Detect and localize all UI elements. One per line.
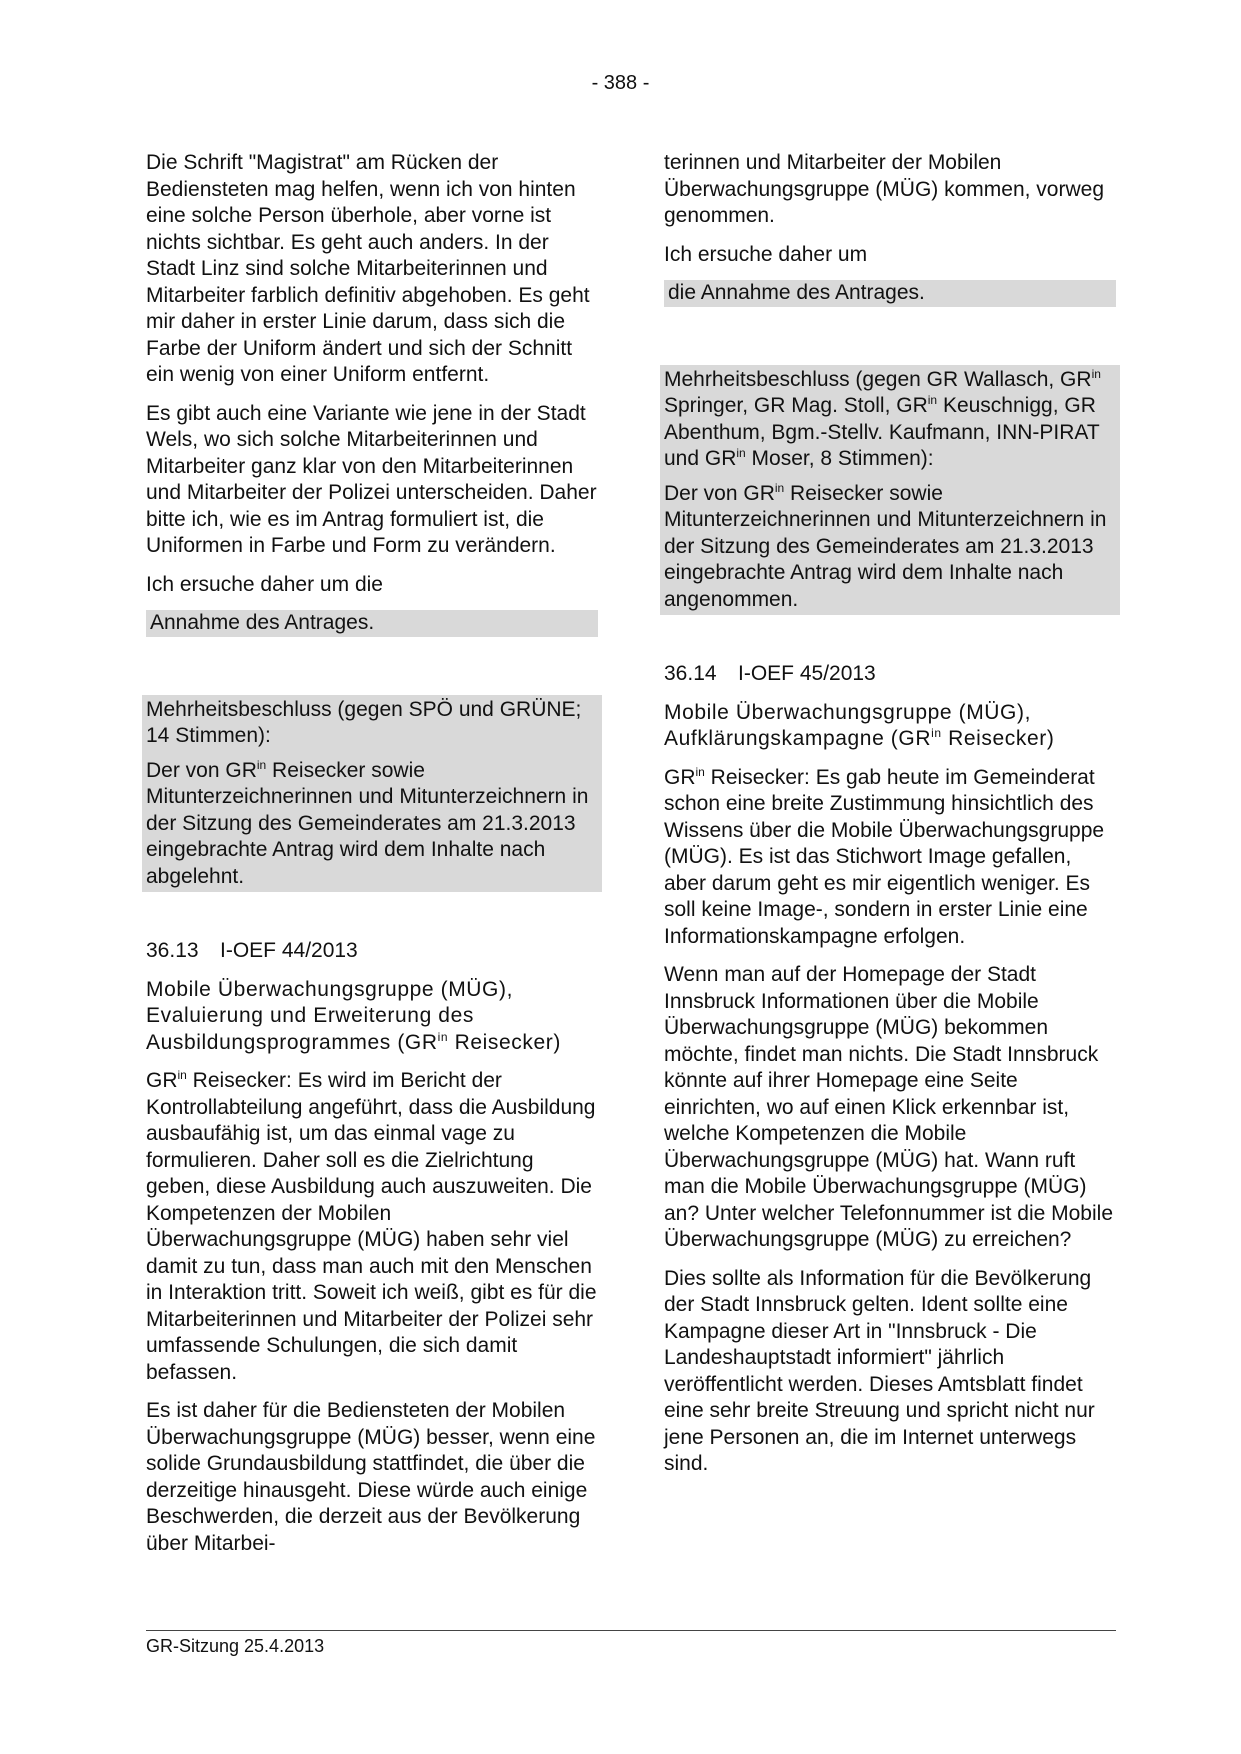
right-column — [664, 150, 1116, 1490]
paragraph: terinnen und Mitarbeiter der Mobilen Überwachungsgruppe (MÜG) kommen, vorweg genommen. — [664, 151, 1105, 227]
footer-session-date: GR-Sitzung 25.4.2013 — [146, 1636, 325, 1656]
agenda-item-reference: I-OEF 44/2013 — [220, 939, 358, 962]
agenda-item-header — [664, 661, 1116, 688]
agenda-item-header — [146, 938, 598, 965]
decision-heading: Mehrheitsbeschluss (gegen SPÖ und GRÜNE; 14 Stimmen): — [146, 697, 582, 747]
speech-paragraph: $GR^{in}$ Reisecker: Es gab heute im Gemeinderat schon eine breite Zustimmung hinsichtlich des Wissens über die Mobile Überwachungsgruppe (MÜG). Es ist das Stichwort Image gefallen, aber darum geht es mir eigentlich weniger. Es soll keine Image-, sondern in erster Linie eine Informationskampagne erfolgen. — [664, 764, 1105, 948]
decision-heading: Mehrheitsbeschluss (gegen GR Wallasch, $GR^{in}$ Springer, GR Mag. Stoll, $GR^{in}$ Keuschnigg, GR Abenthum, Bgm.-Stellv. Kaufmann, INN-PIRAT und $GR^{in}$ Moser, 8 Stimmen): — [664, 366, 1101, 470]
paragraph: Die Schrift "Magistrat" am Rücken der Bediensteten mag helfen, wenn ich von hinten eine solche Person überhole, aber vorne ist nichts sichtbar. Es geht auch anders. In der Stadt Linz sind solche Mitarbeiterinnen und Mitarbeiter farblich definitiv abgehoben. Es geht mir daher in erster Linie darum, dass sich die Farbe der Uniform ändert und sich der Schnitt ein wenig von einer Uniform entfernt. — [146, 151, 590, 386]
decision-text: Der von $GR^{in}$ Reisecker sowie Mitunterzeichnerinnen und Mitunterzeichnern in der Sitzung des Gemeinderates am 21.3.2013 eingebrachte Antrag wird dem Inhalte nach abgelehnt. — [146, 757, 589, 888]
request-bar: Annahme des Antrages. — [146, 610, 598, 637]
speech-paragraph: $GR^{in}$ Reisecker: Es wird im Bericht der Kontrollabteilung angeführt, dass die Ausbildung ausbaufähig ist, um das einmal vage zu formulieren. Daher soll es die Zielrichtung geben, diese Ausbildung auch auszuweiten. Die Kompetenzen der Mobilen Überwachungsgruppe (MÜG) haben sehr viel damit zu tun, dass man auch mit den Menschen in Interaktion tritt. Soweit ich weiß, gibt es für die Mitarbeiterinnen und Mitarbeiter der Polizei sehr umfassende Schulungen, die sich damit befassen. — [146, 1068, 597, 1384]
agenda-item-title: Mobile Überwachungsgruppe (MÜG), Aufklärungskampagne ($GR^{in}$ Reisecker) — [664, 700, 1055, 750]
paragraph: Wenn man auf der Homepage der Stadt Innsbruck Informationen über die Mobile Überwachungsgruppe (MÜG) bekommen möchte, findet man nichts. Die Stadt Innsbruck könnte auf ihrer Homepage eine Seite einrichten, wo auf einen Klick erkennbar ist, welche Kompetenzen die Mobile Überwachungsgruppe (MÜG) hat. Wann ruft man die Mobile Überwachungsgruppe (MÜG) an? Unter welcher Telefonnummer ist die Mobile Überwachungsgruppe (MÜG) zu erreichen? — [664, 963, 1113, 1251]
decision-box — [142, 695, 602, 893]
paragraph: Es ist daher für die Bediensteten der Mobilen Überwachungsgruppe (MÜG) besser, wenn eine solide Grundausbildung stattfindet, die über die derzeitige hinausgeht. Diese würde auch einige Beschwerden, die derzeit aus der Bevölkerung über Mitarbei- — [146, 1399, 596, 1555]
agenda-item-number: 36.13 — [146, 939, 199, 962]
agenda-item-number: 36.14 — [664, 662, 717, 685]
request-bar: die Annahme des Antrages. — [664, 280, 1116, 307]
decision-text: Der von $GR^{in}$ Reisecker sowie Mitunterzeichnerinnen und Mitunterzeichnern in der Sitzung des Gemeinderates am 21.3.2013 eingebrachte Antrag wird dem Inhalte nach angenommen. — [664, 480, 1107, 611]
agenda-item-title: Mobile Überwachungsgruppe (MÜG), Evaluierung und Erweiterung des Ausbildungsprogrammes ($GR^{in}$ Reisecker) — [146, 977, 561, 1054]
page-number: - 388 - — [591, 72, 650, 94]
left-column — [146, 150, 598, 1569]
paragraph: Es gibt auch eine Variante wie jene in der Stadt Wels, wo sich solche Mitarbeiterinnen und Mitarbeiter ganz klar von den Mitarbeiterinnen und Mitarbeiter der Polizei unterscheiden. Daher bitte ich, wie es im Antrag formuliert ist, die Uniformen in Farbe und Form zu verändern. — [146, 401, 597, 557]
paragraph: Dies sollte als Information für die Bevölkerung der Stadt Innsbruck gelten. Ident sollte eine Kampagne dieser Art in "Innsbruck - Die Landeshauptstadt informiert" jährlich veröffentlicht werden. Dieses Amtsblatt findet eine sehr breite Streuung und spricht nicht nur jene Personen an, die im Internet unterwegs sind. — [664, 1266, 1095, 1475]
paragraph: Ich ersuche daher um — [664, 242, 868, 266]
paragraph: Ich ersuche daher um die — [146, 572, 383, 596]
footer-divider — [146, 1630, 1116, 1631]
agenda-item-reference: I-OEF 45/2013 — [738, 662, 876, 685]
decision-box — [660, 365, 1120, 616]
